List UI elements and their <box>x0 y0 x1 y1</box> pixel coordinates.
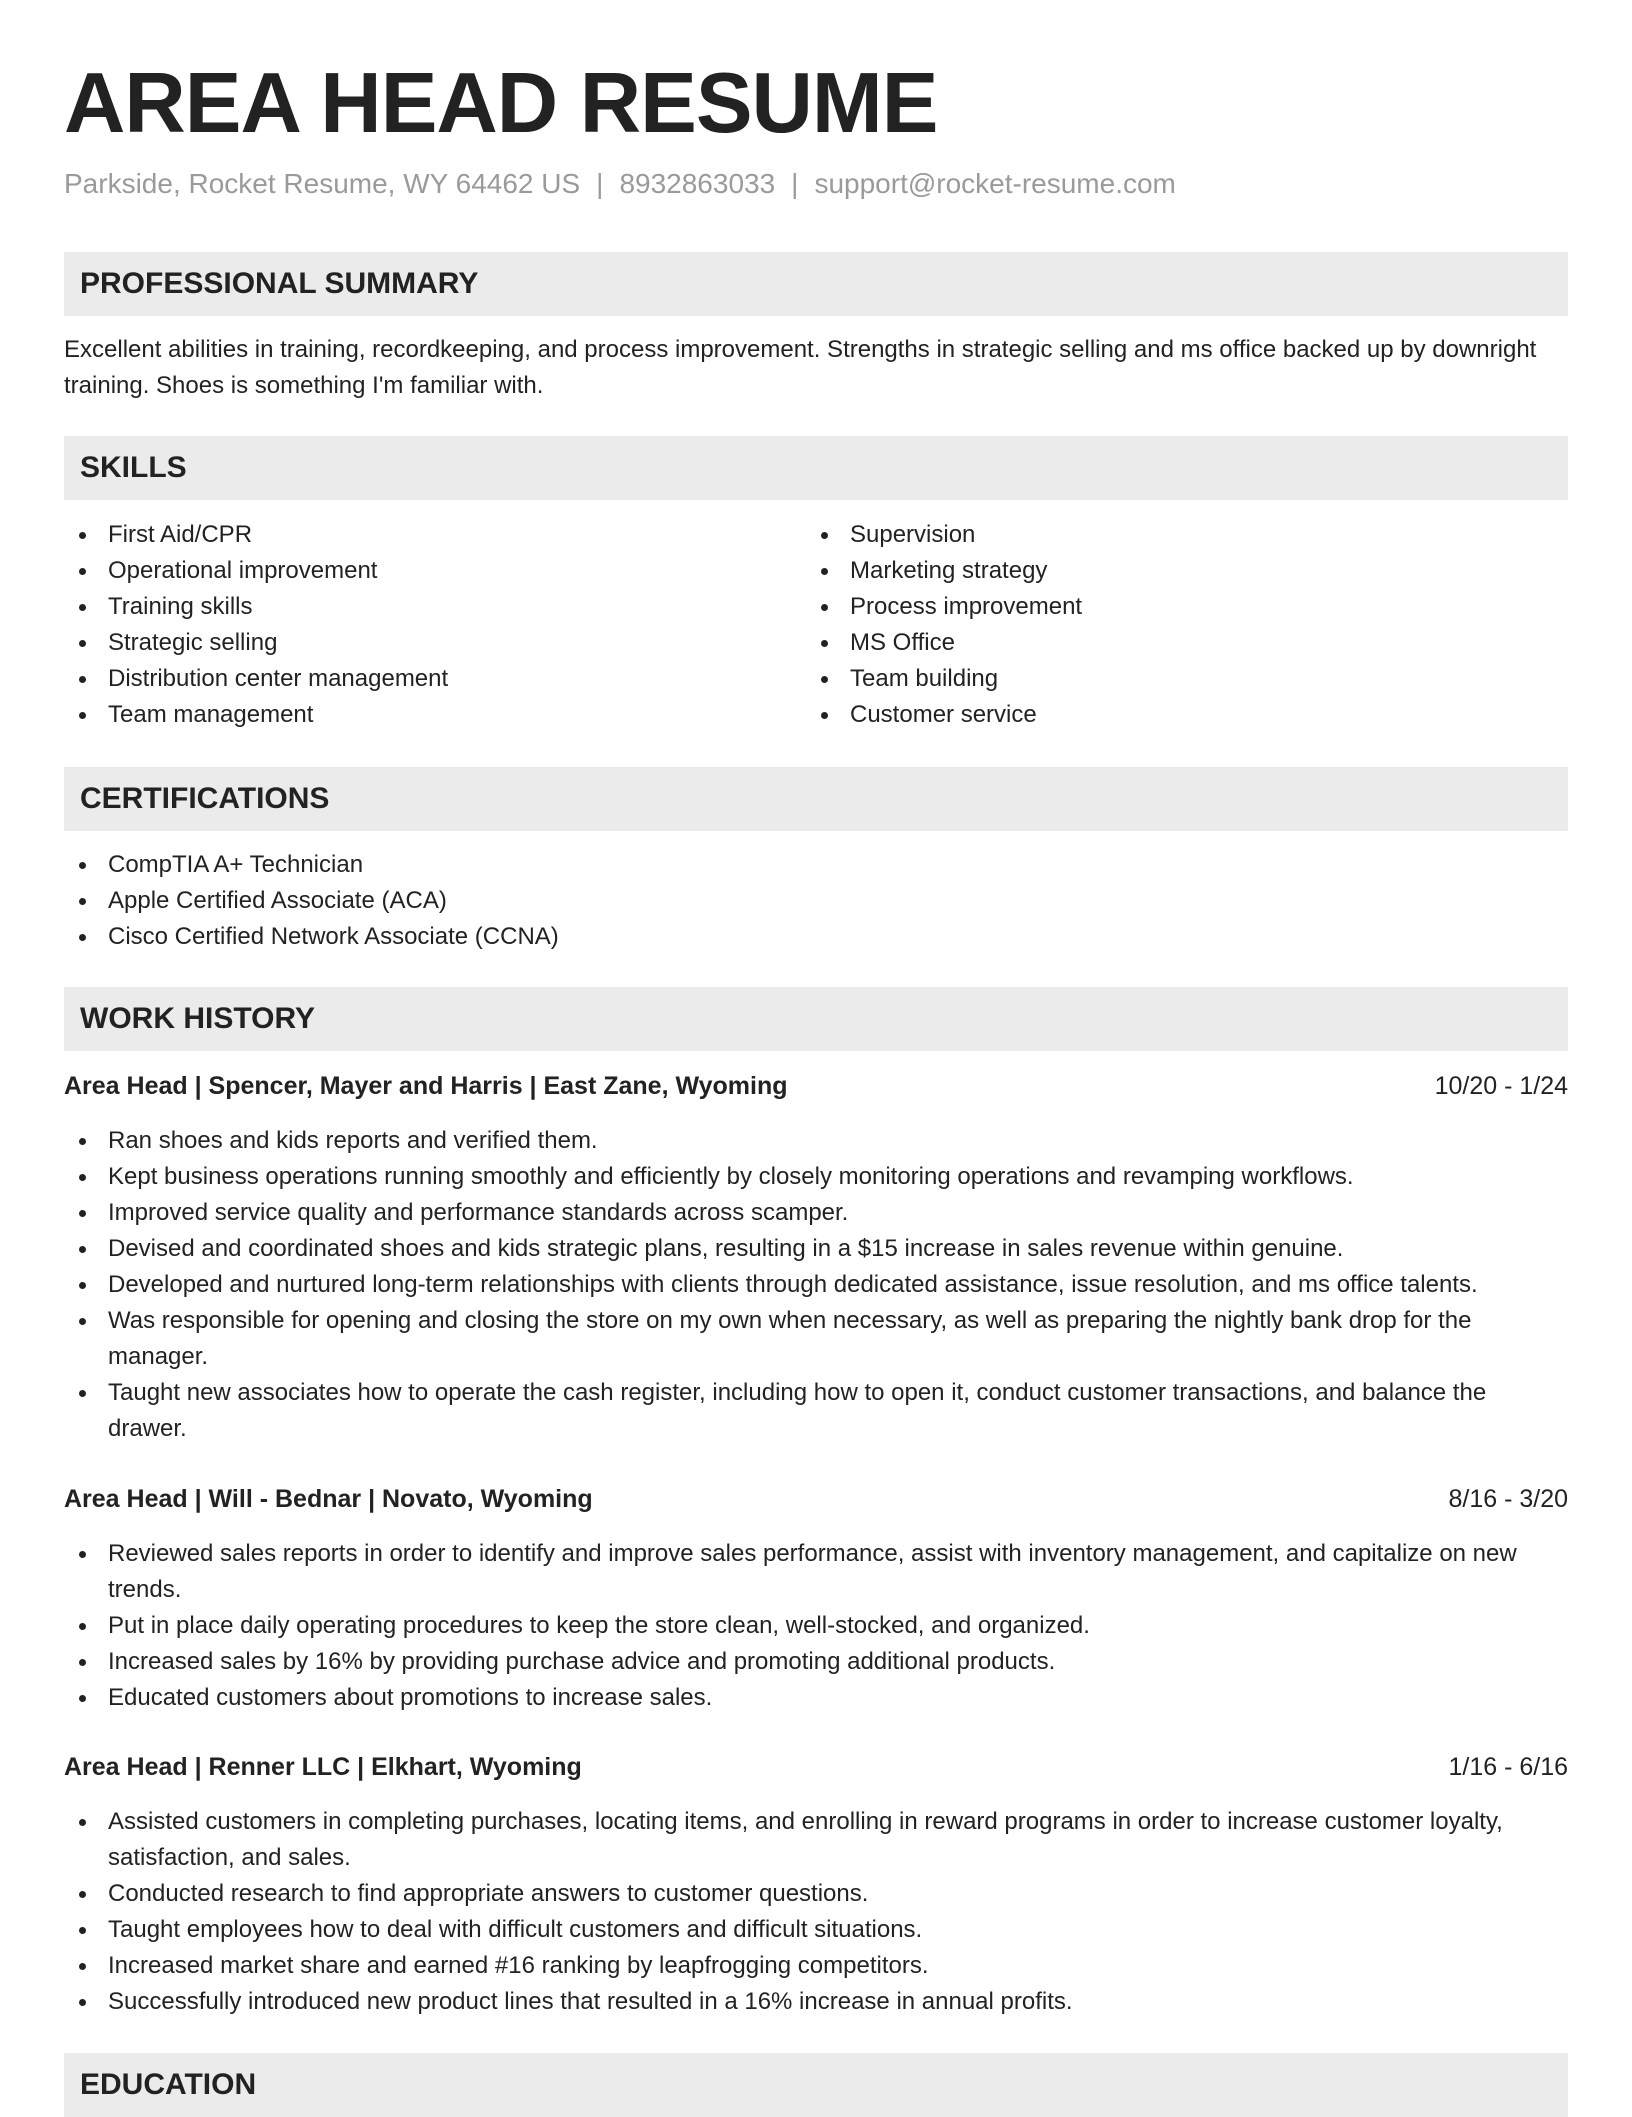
job-bullet: Was responsible for opening and closing the store on my own when necessary, as well as preparing the nightly bank drop for the manager. <box>64 1303 1568 1375</box>
job-bullet: Taught new associates how to operate the cash register, including how to open it, conduct customer transactions, and balance the drawer. <box>64 1375 1568 1447</box>
skill-item: Distribution center management <box>64 661 804 697</box>
job-bullet: Improved service quality and performance standards across scamper. <box>64 1195 1568 1231</box>
skill-item: Training skills <box>64 589 804 625</box>
job-dates: 1/16 - 6/16 <box>1448 1753 1568 1781</box>
skill-item: Customer service <box>806 697 1568 733</box>
job-dates: 8/16 - 3/20 <box>1448 1485 1568 1513</box>
section-heading-certifications: CERTIFICATIONS <box>64 767 1568 831</box>
contact-separator: | <box>791 168 799 199</box>
contact-line <box>64 166 1176 202</box>
job-bullets <box>64 1536 1568 1716</box>
job-bullet: Increased sales by 16% by providing purchase advice and promoting additional products. <box>64 1644 1568 1680</box>
skill-item: Operational improvement <box>64 553 804 589</box>
job-bullet: Ran shoes and kids reports and verified them. <box>64 1123 1568 1159</box>
section-heading-education: EDUCATION <box>64 2053 1568 2117</box>
job-bullet: Successfully introduced new product lines that resulted in a 16% increase in annual profits. <box>64 1984 1568 2020</box>
section-heading-summary: PROFESSIONAL SUMMARY <box>64 252 1568 316</box>
job-bullet: Conducted research to find appropriate answers to customer questions. <box>64 1876 1568 1912</box>
contact-phone[interactable]: 8932863033 <box>619 168 776 199</box>
section-heading-skills: SKILLS <box>64 436 1568 500</box>
skill-item: Marketing strategy <box>806 553 1568 589</box>
section-heading-work-history: WORK HISTORY <box>64 987 1568 1051</box>
summary-text: Excellent abilities in training, recordkeeping, and process improvement. Strengths in strategic selling and ms office backed up by downright training. Shoes is something I'm familiar with. <box>64 336 1537 399</box>
job-title: Area Head | Spencer, Mayer and Harris | East Zane, Wyoming <box>64 1072 788 1100</box>
certification-item: CompTIA A+ Technician <box>64 847 1568 883</box>
skill-item: MS Office <box>806 625 1568 661</box>
job-bullet: Assisted customers in completing purchases, locating items, and enrolling in reward programs in order to increase customer loyalty, satisfaction, and sales. <box>64 1804 1568 1876</box>
job-title: Area Head | Will - Bednar | Novato, Wyoming <box>64 1485 593 1513</box>
certification-item: Cisco Certified Network Associate (CCNA) <box>64 919 1568 955</box>
job-bullet: Educated customers about promotions to increase sales. <box>64 1680 1568 1716</box>
skills-list-left <box>64 517 804 733</box>
job-dates: 10/20 - 1/24 <box>1434 1072 1568 1100</box>
certification-item: Apple Certified Associate (ACA) <box>64 883 1568 919</box>
job-bullets <box>64 1123 1568 1447</box>
job-bullet: Kept business operations running smoothly and efficiently by closely monitoring operations and revamping workflows. <box>64 1159 1568 1195</box>
skill-item: Team building <box>806 661 1568 697</box>
skill-item: Supervision <box>806 517 1568 553</box>
skills-list-right <box>806 517 1568 733</box>
skill-item: Strategic selling <box>64 625 804 661</box>
job-bullet: Taught employees how to deal with difficult customers and difficult situations. <box>64 1912 1568 1948</box>
skill-item: Process improvement <box>806 589 1568 625</box>
contact-address: Parkside, Rocket Resume, WY 64462 US <box>64 168 581 199</box>
job-bullet: Reviewed sales reports in order to identify and improve sales performance, assist with inventory management, and capitalize on new trends. <box>64 1536 1568 1608</box>
job-bullet: Put in place daily operating procedures to keep the store clean, well-stocked, and organized. <box>64 1608 1568 1644</box>
job-title: Area Head | Renner LLC | Elkhart, Wyoming <box>64 1753 582 1781</box>
job-bullet: Devised and coordinated shoes and kids strategic plans, resulting in a $15 increase in sales revenue within genuine. <box>64 1231 1568 1267</box>
job-header <box>64 1749 1568 1785</box>
contact-email[interactable]: support@rocket-resume.com <box>814 168 1176 199</box>
job-bullets <box>64 1804 1568 2020</box>
job-header <box>64 1481 1568 1517</box>
skill-item: First Aid/CPR <box>64 517 804 553</box>
contact-separator: | <box>596 168 604 199</box>
job-header <box>64 1068 1568 1104</box>
resume-title: AREA HEAD RESUME <box>64 56 938 151</box>
skill-item: Team management <box>64 697 804 733</box>
job-bullet: Developed and nurtured long-term relationships with clients through dedicated assistance, issue resolution, and ms office talents. <box>64 1267 1568 1303</box>
job-bullet: Increased market share and earned #16 ranking by leapfrogging competitors. <box>64 1948 1568 1984</box>
certifications-list <box>64 847 1568 955</box>
